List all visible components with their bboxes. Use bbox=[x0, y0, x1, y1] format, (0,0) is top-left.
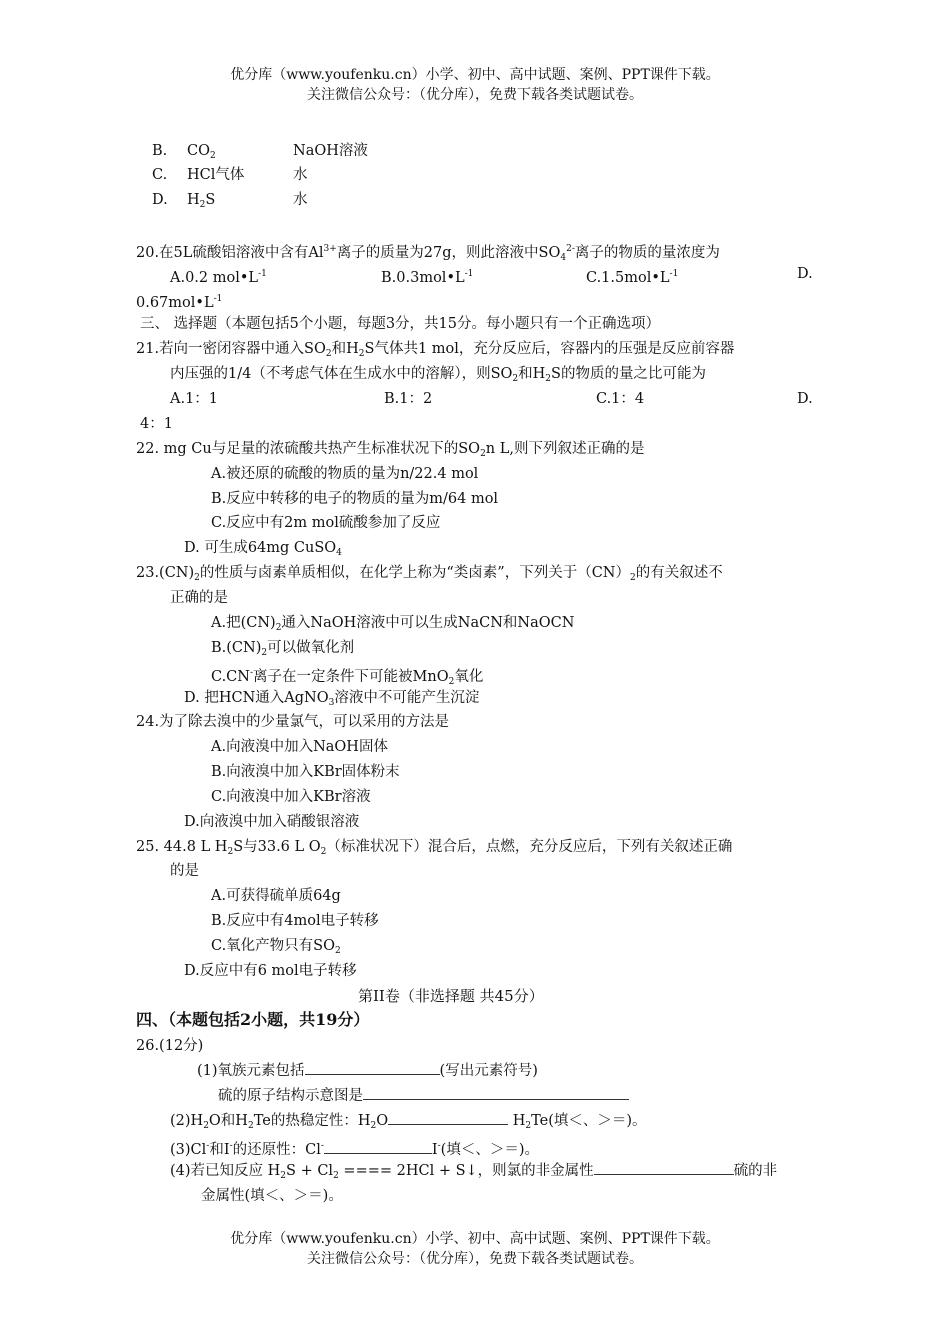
q19-c-liquid: 水 bbox=[293, 167, 308, 183]
q19-b-label: B. bbox=[152, 143, 168, 159]
header-line-1: 优分库（www.youfenku.cn）小学、初中、高中试题、案例、PPT课件下载。 bbox=[230, 67, 720, 83]
q24-option-d: D.向液溴中加入硝酸银溶液 bbox=[184, 814, 360, 830]
q25-stem-line2: 的是 bbox=[170, 863, 199, 879]
q26-structure-blank[interactable] bbox=[363, 1087, 629, 1100]
q21-stem-line2: 内压强的1/4（不考虑气体在生成水中的溶解），则$SO_2$和$H_2S$的物质的量之比可能为 bbox=[170, 366, 706, 384]
q19-c-gas: HCl气体 bbox=[187, 167, 245, 183]
q23-option-a: A.把$(CN)_2$通入NaOH溶液中可以生成NaCN和NaOCN bbox=[211, 615, 575, 633]
q20-option-a: A.0.2 $mol•L^{-1}$ bbox=[170, 269, 267, 286]
q26-part2-blank[interactable] bbox=[388, 1112, 508, 1125]
q25-stem-line1: 25. 44.8 L $H_2S$与33.6 L $O_2$（标准状况下）混合后，点燃，充分反应后，下列有关叙述正确 bbox=[136, 839, 733, 857]
q24-option-b: B.向液溴中加入KBr固体粉末 bbox=[211, 764, 400, 780]
q21-option-a: A.1：1 bbox=[170, 391, 219, 407]
q26-part1-line2: 硫的原子结构示意图是 bbox=[218, 1087, 629, 1105]
q19-b-gas: $CO_2$ bbox=[187, 143, 216, 161]
q26-part2: $(2)H_2O$和$H_2Te$的热稳定性：$H_2O$ $H_2Te$(填＜、＞＝)。 bbox=[170, 1113, 647, 1131]
q20-option-d: $0.67mol•L^{-1}$ bbox=[136, 294, 223, 311]
q25-option-d: D.反应中有6 mol电子转移 bbox=[184, 963, 357, 979]
q23-option-d: D. 把HCN通入AgNO$_3$溶液中不可能产生沉淀 bbox=[184, 690, 480, 708]
q21-stem-line1: 21.若向一密闭容器中通入$SO_2$和$H_2S$气体共1 mol，充分反应后，容器内的压强是反应前容器 bbox=[136, 341, 735, 359]
q21-option-d-label: D. bbox=[797, 391, 813, 407]
section-4-heading: 四、（本题包括2小题，共19分） bbox=[136, 1010, 370, 1029]
q24-option-c: C.向液溴中加入KBr溶液 bbox=[211, 789, 371, 805]
q21-option-d: 4：1 bbox=[140, 416, 173, 432]
q20-option-c: $C.1.5mol•L^{-1}$ bbox=[586, 269, 679, 286]
section-3-heading: 三、 选择题（本题包括5个小题，每题3分，共15分。每小题只有一个正确选项） bbox=[140, 316, 661, 332]
q23-option-c: C.CN-离子在一定条件下可能被MnO$_2$氧化 bbox=[211, 668, 484, 687]
q19-d-liquid: 水 bbox=[293, 192, 308, 208]
q20-option-d-label: D. bbox=[797, 266, 813, 282]
part2-title: 第II卷（非选择题 共45分） bbox=[358, 987, 544, 1005]
q25-option-a: A.可获得硫单质64g bbox=[211, 888, 341, 904]
q22-option-d: D. 可生成64mg CuSO$_4$ bbox=[184, 540, 342, 558]
q22-option-c: C.反应中有2m mol硫酸参加了反应 bbox=[211, 515, 441, 531]
q22-option-b: B.反应中转移的电子的物质的量为m/64 mol bbox=[211, 491, 499, 507]
q25-option-c: C.氧化产物只有$SO_2$ bbox=[211, 938, 341, 956]
q24-option-a: A.向液溴中加入NaOH固体 bbox=[211, 739, 388, 755]
q25-option-b: B.反应中有4mol电子转移 bbox=[211, 913, 379, 929]
q23-stem-line1: $23.(CN)_2$的性质与卤素单质相似，在化学上称为“类卤素”，下列关于$(CN)_2$的有关叙述不 bbox=[136, 565, 723, 583]
q19-d-label: D. bbox=[152, 192, 168, 208]
q19-b-liquid: NaOH溶液 bbox=[293, 143, 368, 159]
q19-d-gas: $H_2S$ bbox=[187, 192, 216, 210]
q21-option-c: C.1：4 bbox=[596, 391, 645, 407]
q26-part3-blank[interactable] bbox=[324, 1141, 432, 1154]
footer-line-1: 优分库（www.youfenku.cn）小学、初中、高中试题、案例、PPT课件下载。 bbox=[230, 1231, 720, 1247]
q22-option-a: A.被还原的硫酸的物质的量为n/22.4 mol bbox=[211, 466, 479, 482]
header-line-2: 关注微信公众号：（优分库），免费下载各类试题试卷。 bbox=[307, 87, 643, 103]
q23-option-b: $B.(CN)_2$可以做氧化剂 bbox=[211, 640, 355, 658]
q26-part4-blank[interactable] bbox=[594, 1162, 734, 1175]
q20-option-b: $B.0.3mol•L^{-1}$ bbox=[381, 269, 474, 286]
q26-part3: (3)Cl-和I-的还原性：Cl- I-(填＜、＞＝)。 bbox=[170, 1141, 539, 1158]
q26-part4: (4)若已知反应 $H_2S + Cl_2$ ==== 2HCl + S↓，则氯的非金属性 硫的非 bbox=[170, 1163, 778, 1181]
q20-stem: 20.在5L硫酸铝溶液中含有$Al^{3+}$离子的质量为27g，则此溶液中$SO_4^{2-}$离子的物质的量浓度为 bbox=[136, 244, 720, 263]
q21-option-b: B.1：2 bbox=[384, 391, 433, 407]
q19-c-label: C. bbox=[152, 167, 168, 183]
footer-line-2: 关注微信公众号：（优分库），免费下载各类试题试卷。 bbox=[307, 1251, 643, 1267]
q26-part4-line2: 金属性(填＜、＞＝)。 bbox=[201, 1188, 343, 1204]
q24-stem: 24.为了除去溴中的少量氯气，可以采用的方法是 bbox=[136, 714, 450, 730]
q26-part1-blank[interactable] bbox=[305, 1062, 440, 1075]
q22-stem: 22. mg Cu与足量的浓硫酸共热产生标准状况下的$SO_2n$ L,则下列叙述正确的是 bbox=[136, 441, 645, 459]
q26-part1: (1)氧族元素包括 (写出元素符号) bbox=[197, 1063, 538, 1079]
q23-stem-line2: 正确的是 bbox=[170, 590, 228, 606]
q26-number: 26.(12分) bbox=[136, 1038, 204, 1054]
